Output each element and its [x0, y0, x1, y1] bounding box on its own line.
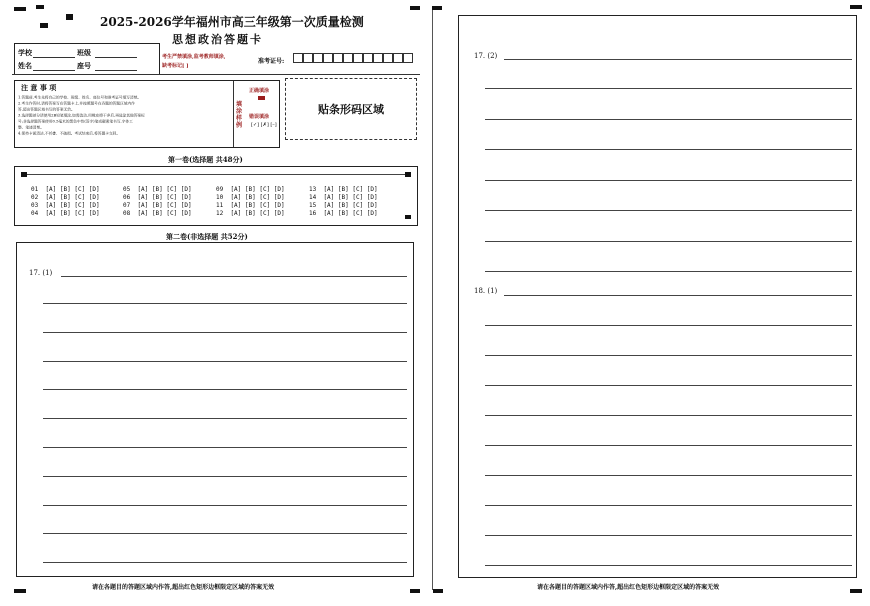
answer-line[interactable] [485, 149, 852, 150]
notice-item: 答,超出答题区域书写的答案无效。 [18, 107, 75, 113]
mcq-row[interactable]: 10 [A] [B] [C] [D] [216, 194, 285, 201]
admission-digit-box[interactable] [313, 53, 323, 63]
mcq-bar [21, 174, 411, 175]
admission-digit-box[interactable] [393, 53, 403, 63]
admission-digit-box[interactable] [353, 53, 363, 63]
question-label-17-2: 17. (2) [474, 52, 498, 60]
answer-line[interactable] [43, 389, 407, 390]
answer-line[interactable] [43, 533, 407, 534]
mcq-row[interactable]: 07 [A] [B] [C] [D] [123, 202, 192, 209]
mcq-row[interactable]: 04 [A] [B] [C] [D] [31, 210, 100, 217]
timing-mark [14, 589, 26, 593]
exam-title: 2025-2026学年福州市高三年级第一次质量检测 [100, 15, 364, 29]
answer-line[interactable] [43, 447, 407, 448]
mcq-row[interactable]: 15 [A] [B] [C] [D] [309, 202, 378, 209]
name-label: 姓名 [18, 61, 32, 70]
answer-line[interactable] [485, 88, 852, 89]
timing-mark [850, 589, 862, 593]
section2-title: 第二卷(非选择题 共52分) [166, 232, 248, 241]
timing-mark [410, 6, 420, 10]
admission-digit-box[interactable] [323, 53, 333, 63]
seat-field[interactable] [95, 70, 137, 71]
mcq-row[interactable]: 11 [A] [B] [C] [D] [216, 202, 285, 209]
answer-line[interactable] [485, 271, 852, 272]
answer-line[interactable] [43, 505, 407, 506]
answer-line[interactable] [43, 332, 407, 333]
timing-mark [14, 7, 26, 11]
student-info-box [14, 43, 160, 75]
school-field[interactable] [33, 57, 75, 58]
answer-line[interactable] [485, 385, 852, 386]
timing-mark [850, 5, 862, 9]
mcq-row[interactable]: 12 [A] [B] [C] [D] [216, 210, 285, 217]
mcq-bar-end-mark [405, 172, 411, 177]
answer-line[interactable] [43, 418, 407, 419]
notice-heading: 注 意 事 项 [21, 83, 57, 92]
answer-line[interactable] [485, 415, 852, 416]
section1-title: 第一卷(选择题 共48分) [168, 155, 243, 164]
timing-mark [36, 5, 44, 9]
answer-line[interactable] [43, 476, 407, 477]
answer-line[interactable] [43, 361, 407, 362]
admission-digit-box[interactable] [403, 53, 413, 63]
mcq-bar-end-mark [21, 172, 27, 177]
footer-note-left: 请在各题目的答题区域内作答,超出红色矩形边框限定区域的答案无效 [92, 584, 275, 591]
mcq-row[interactable]: 13 [A] [B] [C] [D] [309, 186, 378, 193]
timing-mark [66, 14, 73, 20]
admission-digit-box[interactable] [373, 53, 383, 63]
answer-line[interactable] [485, 325, 852, 326]
barcode-area [285, 78, 417, 140]
admission-digit-box[interactable] [363, 53, 373, 63]
timing-mark [40, 23, 48, 28]
seat-label: 座号 [77, 61, 91, 70]
answer-line[interactable] [61, 276, 407, 277]
absent-mark[interactable]: 缺考标记[ ] [162, 63, 189, 69]
question-label-18-1: 18. (1) [474, 287, 498, 295]
name-field[interactable] [33, 70, 75, 71]
answer-line[interactable] [485, 535, 852, 536]
barcode-label: 贴条形码区域 [318, 103, 384, 116]
answer-line[interactable] [504, 59, 852, 60]
admission-digit-box[interactable] [293, 53, 303, 63]
timing-mark [410, 589, 420, 593]
mcq-row[interactable]: 16 [A] [B] [C] [D] [309, 210, 378, 217]
wrong-fill-mark: [✓] [✗] [–] [251, 122, 277, 128]
mcq-row[interactable]: 08 [A] [B] [C] [D] [123, 210, 192, 217]
answer-line[interactable] [485, 241, 852, 242]
notice-item: 号;非选择题答案使用0.5毫米的黑色中性(签字)笔或碳素笔书写,字体工 [18, 119, 133, 125]
answer-sheet-title: 思想政治答题卡 [172, 33, 263, 46]
admission-digit-box[interactable] [383, 53, 393, 63]
mcq-bar-end-mark [405, 215, 411, 219]
notice-item: 4.保持卡面清洁,不折叠、不破损。考试结束后,将答题卡交回。 [18, 131, 121, 137]
answer-line[interactable] [485, 355, 852, 356]
notice-item: 1.答题前,考生先将自己的学校、班级、姓名、座位号和准考证号填写清楚。 [18, 95, 142, 101]
class-label: 班级 [77, 48, 91, 57]
answer-line[interactable] [485, 505, 852, 506]
mcq-box [14, 166, 418, 226]
question-label-17-1: 17. (1) [29, 269, 53, 277]
answer-line[interactable] [485, 445, 852, 446]
notice-item: 整、笔迹清楚。 [18, 125, 44, 131]
footer-note-right: 请在各题目的答题区域内作答,超出红色矩形边框限定区域的答案无效 [537, 584, 720, 591]
correct-fill-label: 正确填涂 [249, 88, 270, 94]
answer-line[interactable] [504, 295, 852, 296]
answer-line[interactable] [485, 565, 852, 566]
answer-line[interactable] [43, 562, 407, 563]
wrong-fill-label: 错误填涂 [249, 114, 270, 120]
answer-area-q17-2-q18-1[interactable] [458, 15, 857, 578]
invigilator-note: 考生严禁填涂,监考教师填涂, [162, 54, 226, 60]
fill-example-divider [233, 81, 234, 147]
mcq-row[interactable]: 01 [A] [B] [C] [D] [31, 186, 100, 193]
mcq-row[interactable]: 05 [A] [B] [C] [D] [123, 186, 192, 193]
page-divider [432, 10, 433, 590]
answer-area-q17-1[interactable] [16, 242, 414, 577]
mcq-row[interactable]: 14 [A] [B] [C] [D] [309, 194, 378, 201]
notice-item: 2.考生作答时,请将答案写在答题卡上,并按照题号在各题的答题区域内作 [18, 101, 135, 107]
answer-line[interactable] [485, 475, 852, 476]
timing-mark [432, 6, 442, 10]
class-field[interactable] [95, 57, 137, 58]
mcq-row[interactable]: 06 [A] [B] [C] [D] [123, 194, 192, 201]
answer-line[interactable] [485, 210, 852, 211]
mcq-row[interactable]: 03 [A] [B] [C] [D] [31, 202, 100, 209]
timing-mark [433, 589, 443, 593]
notice-box [14, 80, 280, 148]
mcq-row[interactable]: 09 [A] [B] [C] [D] [216, 186, 285, 193]
answer-line[interactable] [485, 180, 852, 181]
fill-example-label: 填涂样例 [236, 101, 243, 129]
header-rule [12, 74, 420, 75]
answer-line[interactable] [43, 303, 407, 304]
admission-digit-box[interactable] [333, 53, 343, 63]
school-label: 学校 [18, 48, 32, 57]
admission-digit-box[interactable] [303, 53, 313, 63]
admission-number-label: 准考证号: [258, 58, 285, 65]
mcq-row[interactable]: 02 [A] [B] [C] [D] [31, 194, 100, 201]
notice-item: 3.选择题部分请使用2B铅笔填涂,如需改动,用橡皮擦干净后,再选涂其他答案标 [18, 113, 145, 119]
admission-digit-box[interactable] [343, 53, 353, 63]
answer-line[interactable] [485, 119, 852, 120]
correct-fill-mark [258, 96, 265, 100]
